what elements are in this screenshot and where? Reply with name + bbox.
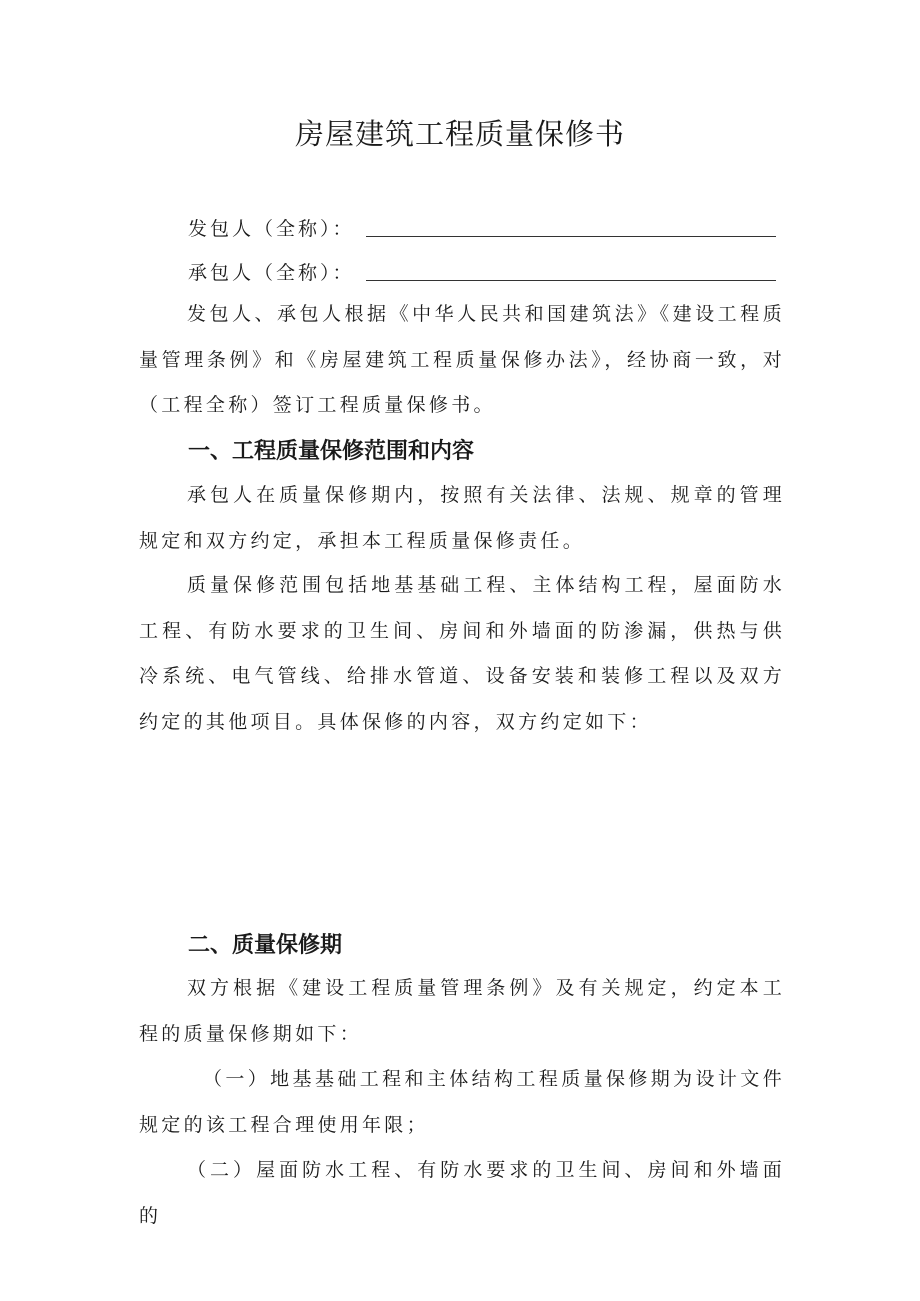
employer-blank-line: [366, 236, 776, 237]
section2-item-1: （一）地基基础工程和主体结构工程质量保修期为设计文件规定的该工程合理使用年限；: [139, 1068, 785, 1136]
section1-paragraph-1: 承包人在质量保修期内，按照有关法律、法规、规章的管理规定和双方约定，承担本工程质量保修责任。: [139, 484, 785, 552]
document-title: 房屋建筑工程质量保修书: [294, 117, 625, 151]
intro-paragraph: 发包人、承包人根据《中华人民共和国建筑法》《建设工程质量管理条例》和《房屋建筑工程质量保修办法》，经协商一致，对（工程全称）签订工程质量保修书。: [139, 303, 785, 416]
contractor-field: [188, 258, 778, 288]
contractor-label: 承包人（全称）：: [188, 262, 355, 284]
section1-paragraph-2: 质量保修范围包括地基基础工程、主体结构工程，屋面防水工程、有防水要求的卫生间、房间和外墙面的防渗漏，供热与供冷系统、电气管线、给排水管道、设备安装和装修工程以及双方约定的其他项目。具体保修的内容，双方约定如下：: [139, 574, 785, 733]
section1-heading: 一、工程质量保修范围和内容: [188, 439, 475, 464]
section2-paragraph-1: 双方根据《建设工程质量管理条例》及有关规定，约定本工程的质量保修期如下：: [139, 977, 785, 1045]
section2-item-2: （二）屋面防水工程、有防水要求的卫生间、房间和外墙面的: [139, 1159, 785, 1227]
section2-heading: 二、质量保修期: [188, 933, 343, 958]
employer-label: 发包人（全称）：: [188, 218, 355, 240]
contractor-blank-line: [366, 280, 776, 281]
employer-field: [188, 214, 778, 244]
